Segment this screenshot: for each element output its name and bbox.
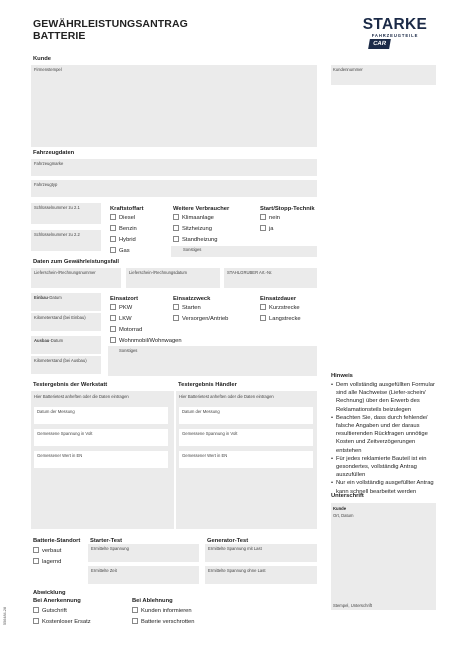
pkw-label: PKW [119,305,133,311]
werkstatt-title: Testergebnis der Werkstatt [33,382,108,388]
lkw-checkbox[interactable] [110,315,116,321]
lkw-label: LKW [119,316,132,322]
fahrzeugtyp-label: Fahrzeugtyp [34,182,58,187]
starter-zeit-label: Ermittelte Zeit [91,568,117,573]
brand-tagline: FAHRZEUGTEILE [371,33,419,38]
hinweis-item: • Nur ein vollständig ausgefüllter Antrag kann schnell bearbeitet werden [331,480,434,495]
lagernd-checkbox[interactable] [33,558,39,564]
firmenstempel-label: Firmenstempel [34,67,62,72]
langstrecke-label: Langstrecke [269,316,301,322]
sitzheizung-label: Sitzheizung [182,226,212,232]
motorrad-label: Motorrad [119,327,143,333]
verschrotten-checkbox[interactable] [132,618,138,624]
ersatz-label: Kostenloser Ersatz [42,619,91,625]
haendler-datum-label: Datum der Messung [182,409,220,414]
haendler-spannung-label: Gemessene Spannung in Volt [182,431,238,436]
generator-ohne-last-label: Ermittelte Spannung ohne Last [208,568,266,573]
section-kunde: Kunde [33,56,52,62]
section-gewaehrleistungsfall: Daten zum Gewährleistungsfall [33,259,120,265]
verschrotten-label: Batterie verschrotten [141,619,195,625]
standheizung-label: Standheizung [182,237,218,243]
wohnmobil-label: Wohnmobil/Wohnwagen [119,338,182,344]
verbraucher-title: Weitere Verbraucher [173,206,230,212]
km-ausbau-label: Kilometerstand (bei Ausbau) [34,358,87,363]
verbaut-label: verbaut [42,548,62,554]
starten-checkbox[interactable] [173,304,179,310]
kraftstoffart-title: Kraftstoffart [110,206,144,212]
anerkennung-title: Bei Anerkennung [33,598,81,604]
standheizung-checkbox[interactable] [173,236,179,242]
form-subtitle: BATTERIE [33,30,86,42]
haendler-title: Testergebnis Händler [178,382,237,388]
hybrid-checkbox[interactable] [110,236,116,242]
unterschrift-field[interactable] [331,503,436,610]
werkstatt-datum-label: Datum der Messung [37,409,75,414]
lieferschein-nummer-label: Lieferschein-/Rechnungsnummer [34,270,96,275]
startstopp-ja-checkbox[interactable] [260,225,266,231]
diesel-label: Diesel [119,215,136,221]
langstrecke-checkbox[interactable] [260,315,266,321]
stempel-label: Stempel, Unterschrift [333,603,373,608]
gutschrift-label: Gutschrift [42,608,67,614]
gutschrift-checkbox[interactable] [33,607,39,613]
ort-datum-label: Ort, Datum [333,513,354,518]
wohnmobil-checkbox[interactable] [110,337,116,343]
generator-mit-last-label: Ermittelte Spannung mit Last [208,546,262,551]
fahrzeugtyp-field[interactable] [31,180,317,197]
werkstatt-spannung-label: Gemessene Spannung in Volt [37,431,93,436]
pkw-checkbox[interactable] [110,304,116,310]
benzin-label: Benzin [119,226,137,232]
verbaut-checkbox[interactable] [33,547,39,553]
hinweis-list [331,381,439,496]
startstopp-nein-checkbox[interactable] [260,214,266,220]
hinweis-item: • Beachten Sie, dass durch fehlende/ falsche Angaben und der daraus resultierenden Rückfragen unnötige Kosten und Zeitverzögerungen entstehen [331,414,428,454]
unterschrift-title: Unterschrift [331,493,364,499]
abwicklung-title: Abwicklung [33,590,66,596]
klimaanlage-label: Klimaanlage [182,215,214,221]
hinweis-title: Hinweis [331,373,353,379]
werkstatt-wert-label: Gemessener Wert in EN [37,453,83,458]
klimaanlage-checkbox[interactable] [173,214,179,220]
kunden-informieren-checkbox[interactable] [132,607,138,613]
hinweis-item: • Für jedes reklamierte Bauteil ist ein gesondertes, vollständig Antrag auszufüllen [331,455,427,479]
einsatzzweck-title: Einsatzzweck [173,296,211,302]
ausbau-datum-label: Ausbau-Datum [34,338,64,343]
verbraucher-sonstiges-label: Sonstiges [183,247,202,252]
km-einbau-label: Kilometerstand (bei Einbau) [34,315,86,320]
benzin-checkbox[interactable] [110,225,116,231]
brand-logo: STARKE [362,16,428,33]
form-code: 556484-28 [3,606,7,625]
gas-checkbox[interactable] [110,247,116,253]
starter-test-title: Starter-Test [90,538,123,544]
haendler-hint: Hier Batterietest anheften oder die Daten eintragen [179,394,274,399]
hybrid-label: Hybrid [119,237,136,243]
generator-test-title: Generator-Test [207,538,249,544]
motorrad-checkbox[interactable] [110,326,116,332]
lieferschein-datum-label: Lieferschein-/Rechnungsdatum [129,270,187,275]
starten-label: Starten [182,305,201,311]
startstopp-title: Start/Stopp-Technik [260,206,315,212]
section-fahrzeugdaten: Fahrzeugdaten [33,150,75,156]
ersatz-checkbox[interactable] [33,618,39,624]
kundennummer-label: Kundennummer [333,67,363,72]
kurzstrecke-label: Kurzstrecke [269,305,300,311]
brand-badge: CAR [368,39,391,49]
fahrzeugmarke-label: Fahrzeugmarke [34,161,64,166]
lagernd-label: lagernd [42,559,62,565]
einsatzdauer-title: Einsatzdauer [260,296,297,302]
einbau-datum-label: Einbau-Datum [34,295,62,300]
firmenstempel-field[interactable] [31,65,317,147]
haendler-wert-label: Gemessener Wert in EN [182,453,228,458]
artikel-nr-label: STAHLGRUBER Art.-Nr. [227,270,273,275]
schluessel21-label: Schlüsselnummer zu 2.1 [34,205,80,210]
sitzheizung-checkbox[interactable] [173,225,179,231]
einsatzort-sonstiges-field[interactable] [108,346,317,376]
einsatzort-title: Einsatzort [110,296,139,302]
standort-title: Batterie-Standort [33,538,81,544]
einsatzort-sonstiges-label: Sonstiges [119,348,138,353]
startstopp-nein-label: nein [269,215,280,221]
hinweis-item: • Dem vollständig ausgefüllten Formular sind alle Nachweise (Liefer-schein/ Rechnung) über den Erwerb des Reklamationsteils beizulegen [331,382,435,413]
kurzstrecke-checkbox[interactable] [260,304,266,310]
form-title: GEWÄHRLEISTUNGSANTRAG [33,18,188,30]
kunden-informieren-label: Kunden informieren [141,608,192,614]
ablehnung-title: Bei Ablehnung [132,598,173,604]
unterschrift-kunde-label: Kunde [333,506,347,511]
starter-spannung-label: Ermittelte Spannung [91,546,129,551]
schluessel22-label: Schlüsselnummer zu 2.2 [34,232,80,237]
diesel-checkbox[interactable] [110,214,116,220]
fahrzeugmarke-field[interactable] [31,159,317,176]
startstopp-ja-label: ja [269,226,274,232]
versorgen-checkbox[interactable] [173,315,179,321]
gas-label: Gas [119,248,130,254]
versorgen-label: Versorgen/Antrieb [182,316,229,322]
werkstatt-hint: Hier Batterietest anheften oder die Daten eintragen [34,394,129,399]
